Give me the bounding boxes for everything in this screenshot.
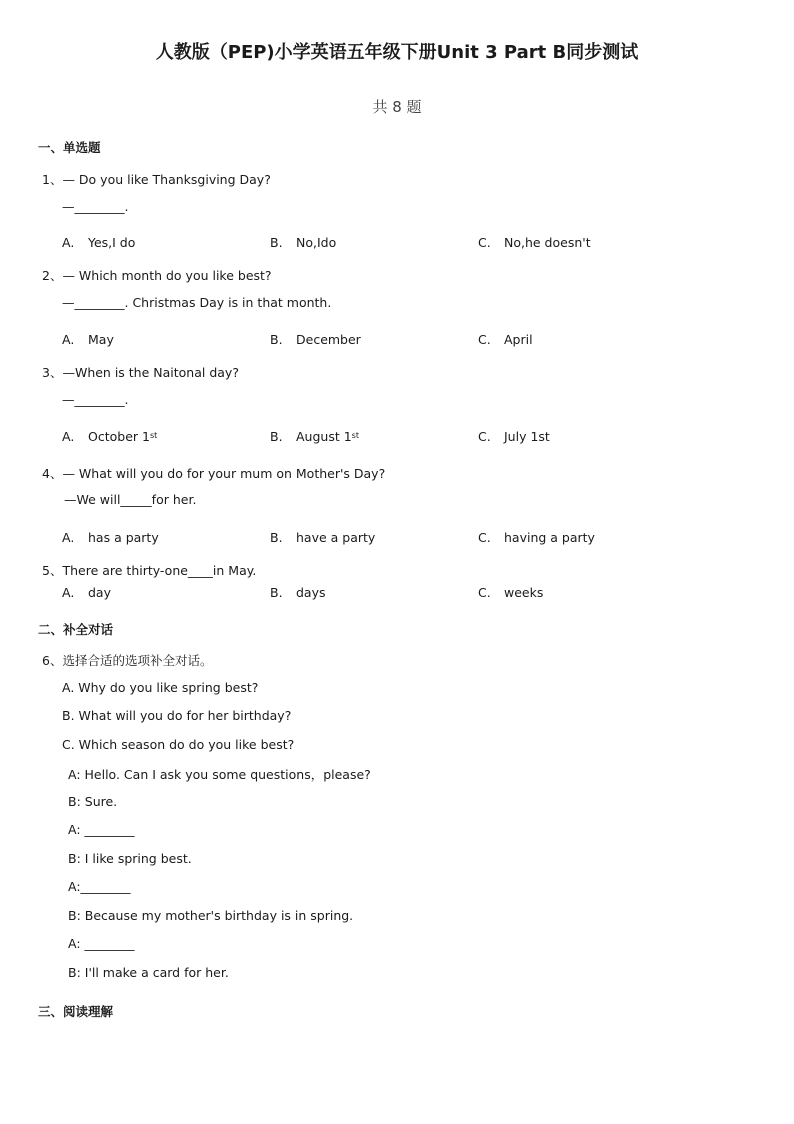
option-letter: B. — [270, 332, 283, 347]
choice-c: C. Which season do do you like best? — [62, 737, 295, 752]
question-3-stem: 3、—When is the Naitonal day? — [42, 365, 239, 380]
option-letter: B. — [270, 429, 283, 444]
dialog-line: A: Hello. Can I ask you some questions，please? — [68, 767, 371, 782]
ordinal-suffix: st — [351, 431, 359, 440]
question-1-option-c[interactable] — [478, 235, 591, 250]
question-4-option-c[interactable] — [478, 530, 595, 545]
option-text: August 1 — [296, 429, 352, 444]
question-1-blank: —________. — [62, 199, 129, 214]
question-2-option-a[interactable] — [62, 332, 114, 347]
option-text: have a party — [296, 530, 376, 545]
question-5-option-b[interactable] — [270, 585, 326, 600]
question-4-option-a[interactable] — [62, 530, 159, 545]
question-2-option-c[interactable] — [478, 332, 533, 347]
option-letter: A. — [62, 235, 75, 250]
choice-a: A. Why do you like spring best? — [62, 680, 259, 695]
option-letter: C. — [478, 530, 491, 545]
question-4-stem: 4、— What will you do for your mum on Mother's Day? — [42, 466, 386, 481]
section-heading-dialogue: 二、补全对话 — [38, 622, 114, 637]
option-text: October 1 — [88, 429, 150, 444]
dialog-line: B: I like spring best. — [68, 851, 192, 866]
ordinal-suffix: st — [149, 431, 158, 440]
option-letter: A. — [62, 585, 75, 600]
option-text: December — [296, 332, 361, 347]
option-text: weeks — [504, 585, 544, 600]
dialog-blank-1[interactable]: A: ________ — [68, 822, 135, 837]
option-text: No,he doesn't — [504, 235, 591, 250]
dialog-line: B: Sure. — [68, 794, 118, 809]
question-3-option-b[interactable] — [270, 429, 359, 444]
option-letter: C. — [478, 332, 491, 347]
option-letter: A. — [62, 530, 75, 545]
question-4-blank: —We will_____for her. — [64, 492, 197, 507]
question-3-option-c[interactable] — [478, 429, 550, 444]
option-text: July 1st — [504, 429, 550, 444]
question-5-stem: 5、There are thirty-one____in May. — [42, 563, 257, 578]
option-letter: B. — [270, 530, 283, 545]
section-heading-single-choice: 一、单选题 — [38, 140, 101, 155]
dialog-blank-3[interactable]: A: ________ — [68, 936, 135, 951]
option-text: April — [504, 332, 533, 347]
document-title: 人教版（PEP)小学英语五年级下册Unit 3 Part B同步测试 — [155, 42, 639, 63]
dialog-line: B: I'll make a card for her. — [68, 965, 229, 980]
question-2-stem: 2、— Which month do you like best? — [42, 268, 272, 283]
option-letter: C. — [478, 585, 491, 600]
option-letter: C. — [478, 235, 491, 250]
question-1-option-b[interactable] — [270, 235, 336, 250]
option-text: days — [296, 585, 326, 600]
choice-b: B. What will you do for her birthday? — [62, 708, 292, 723]
question-6-stem: 6、选择合适的选项补全对话。 — [42, 653, 213, 668]
question-3-blank: —________. — [62, 392, 129, 407]
option-letter: B. — [270, 585, 283, 600]
option-text: has a party — [88, 530, 159, 545]
option-text: having a party — [504, 530, 595, 545]
option-text: day — [88, 585, 111, 600]
question-1-option-a[interactable] — [62, 235, 135, 250]
question-2-option-b[interactable] — [270, 332, 361, 347]
option-text: May — [88, 332, 114, 347]
option-text: No,Ido — [296, 235, 337, 250]
question-1-stem: 1、— Do you like Thanksgiving Day? — [42, 172, 271, 187]
question-5-option-a[interactable] — [62, 585, 111, 600]
option-letter: A. — [62, 332, 75, 347]
question-2-blank: —________. Christmas Day is in that month. — [62, 295, 332, 310]
question-5-option-c[interactable] — [478, 585, 543, 600]
section-heading-reading: 三、阅读理解 — [38, 1004, 114, 1019]
question-4-option-b[interactable] — [270, 530, 375, 545]
dialog-line: B: Because my mother's birthday is in spring. — [68, 908, 354, 923]
option-letter: A. — [62, 429, 75, 444]
option-text: Yes,I do — [88, 235, 136, 250]
question-count: 共 8 题 — [372, 98, 422, 116]
option-letter: B. — [270, 235, 283, 250]
option-letter: C. — [478, 429, 491, 444]
dialog-blank-2[interactable]: A:________ — [68, 879, 131, 894]
question-3-option-a[interactable] — [62, 429, 157, 444]
